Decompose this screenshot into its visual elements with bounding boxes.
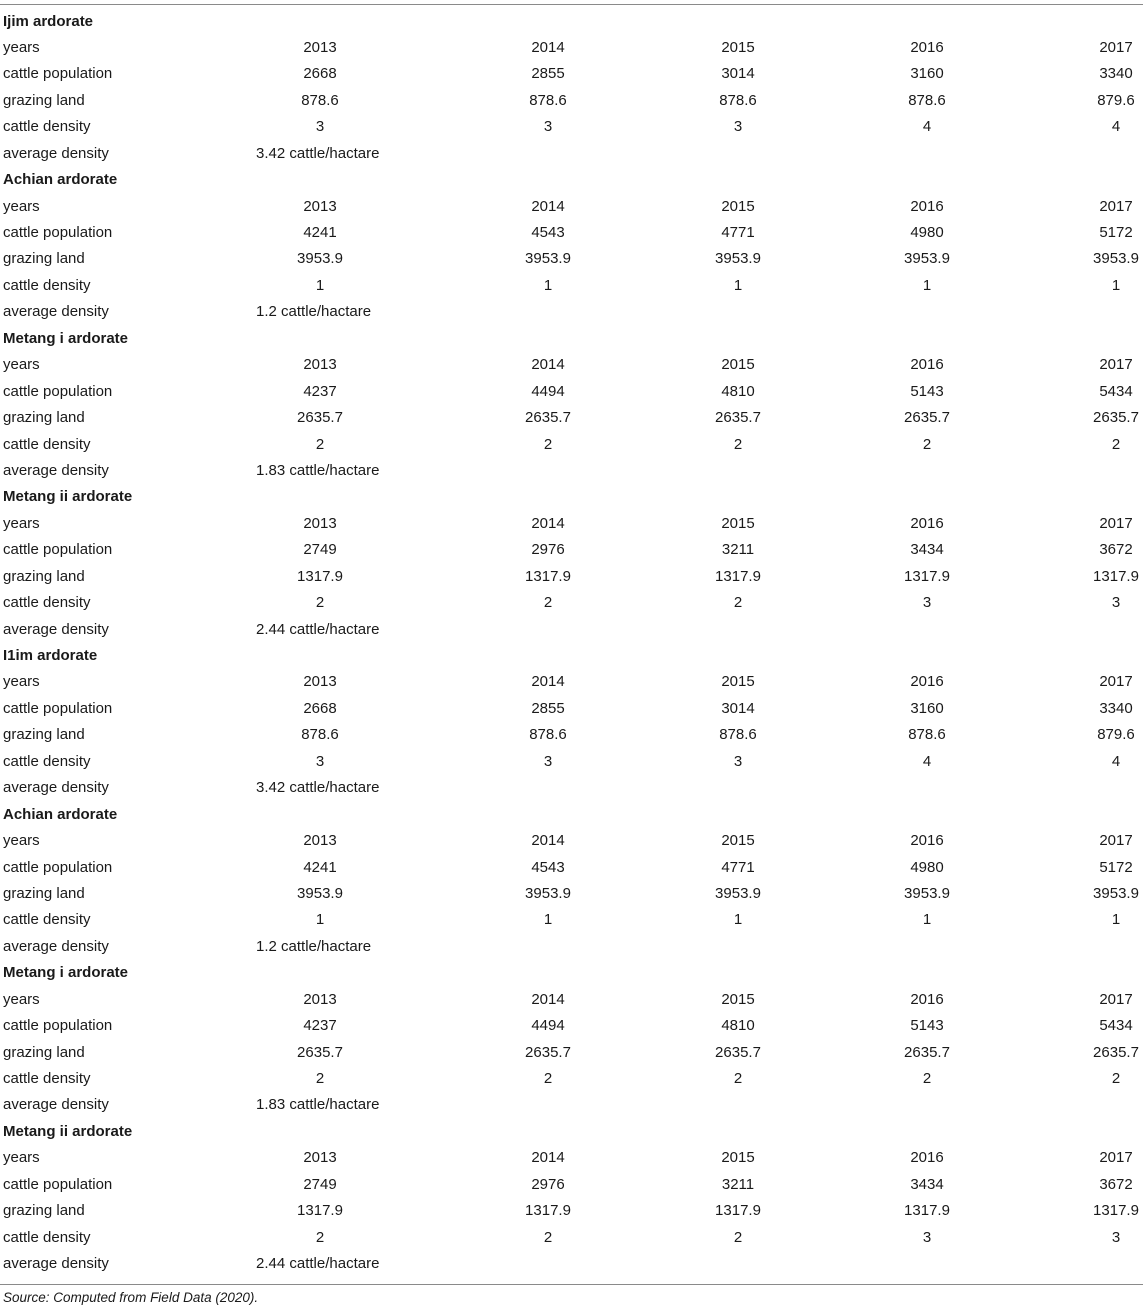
row-label: grazing land [3, 884, 85, 902]
table-row-years [0, 35, 1143, 61]
table-cell: 3 [922, 1228, 932, 1246]
row-label: average density [3, 303, 109, 321]
table-cell: 2 [733, 1228, 743, 1246]
row-label: cattle density [3, 594, 91, 612]
table-cell: 1 [543, 276, 553, 294]
table-cell: 878.6 [529, 91, 567, 109]
row-label: years [3, 1149, 40, 1167]
table-cell: 2015 [721, 1149, 755, 1167]
table-row-cattle-population [0, 1013, 1143, 1039]
table-cell: 5172 [1099, 858, 1133, 876]
table-cell: 2015 [721, 990, 755, 1008]
ardorate-title: Metang ii ardorate [3, 1122, 133, 1140]
ardorate-block [0, 167, 1143, 326]
table-row-cattle-population [0, 855, 1143, 881]
table-row-average-density [0, 1251, 1143, 1277]
table-cell: 2013 [303, 832, 337, 850]
table-cell: 3953.9 [904, 250, 950, 268]
table-cell: 4 [922, 118, 932, 136]
table-cell: 3340 [1099, 65, 1133, 83]
table-cell: 2 [922, 435, 932, 453]
table-cell: 3 [543, 752, 553, 770]
row-label: cattle density [3, 752, 91, 770]
table-cell: 3 [315, 118, 325, 136]
table-cell: 1317.9 [1093, 567, 1139, 585]
table-cell: 3434 [910, 1175, 944, 1193]
table-cell: 2 [1111, 435, 1121, 453]
table-cell: 2976 [531, 1175, 565, 1193]
table-cell: 878.6 [908, 726, 946, 744]
table-cell: 4 [922, 752, 932, 770]
table-cell: 879.6 [1097, 726, 1135, 744]
table-cell: 2013 [303, 356, 337, 374]
table-cell: 2 [543, 435, 553, 453]
table-row-cattle-density [0, 749, 1143, 775]
table-cell: 3953.9 [904, 884, 950, 902]
table-cell: 1317.9 [715, 1202, 761, 1220]
table-row-cattle-population [0, 1172, 1143, 1198]
table-row-average-density [0, 299, 1143, 325]
row-label: cattle density [3, 1070, 91, 1087]
average-density-value: 1.2 cattle/hactare [256, 937, 372, 955]
table-cell: 2635.7 [297, 409, 343, 427]
table-cell: 4 [1111, 118, 1121, 136]
row-label: cattle population [3, 1175, 113, 1193]
table-cell: 3014 [721, 699, 755, 717]
row-label: cattle population [3, 541, 113, 559]
table-cell: 2749 [303, 541, 337, 559]
ardorate-block [0, 960, 1143, 1119]
table-row-cattle-population [0, 537, 1143, 563]
table-cell: 2976 [531, 541, 565, 559]
ardorate-title: Metang i ardorate [3, 964, 129, 982]
table-cell: 3211 [721, 541, 755, 559]
ardorate-title: Ijim ardorate [3, 12, 94, 30]
table-cell: 1317.9 [297, 1202, 343, 1220]
average-density-value: 1.2 cattle/hactare [256, 303, 372, 321]
row-label: grazing land [3, 567, 85, 585]
table-cell: 3953.9 [525, 884, 571, 902]
table-cell: 2014 [531, 197, 565, 215]
row-label: average density [3, 620, 109, 638]
table-cell: 3953.9 [715, 884, 761, 902]
table-cell: 4543 [531, 858, 565, 876]
table-cell: 3 [315, 752, 325, 770]
table-cell: 2635.7 [1093, 1043, 1139, 1061]
table-cell: 5434 [1099, 382, 1133, 400]
table-cell: 879.6 [1097, 91, 1135, 109]
row-label: grazing land [3, 1202, 85, 1220]
row-label: cattle population [3, 65, 113, 83]
row-label: grazing land [3, 1043, 85, 1061]
table-row-cattle-density [0, 273, 1143, 299]
row-label: cattle density [3, 911, 91, 929]
row-label: years [3, 832, 40, 850]
table-cell: 1 [315, 911, 325, 929]
table-cell: 2 [543, 1228, 553, 1246]
table-cell: 2635.7 [715, 1043, 761, 1061]
average-density-value: 1.83 cattle/hactare [256, 461, 380, 479]
table-row-cattle-population [0, 220, 1143, 246]
average-density-value: 1.83 cattle/hactare [256, 1096, 380, 1114]
table-cell: 2017 [1099, 832, 1133, 850]
table-cell: 1 [922, 276, 932, 294]
table-cell: 2015 [721, 356, 755, 374]
table-row-average-density [0, 141, 1143, 167]
table-cell: 2 [315, 1228, 325, 1246]
table-cell: 2016 [910, 832, 944, 850]
table-cell: 4241 [303, 858, 337, 876]
table-cell: 5172 [1099, 224, 1133, 241]
row-label: years [3, 990, 40, 1008]
table-cell: 1317.9 [715, 567, 761, 585]
table-cell: 2 [543, 594, 553, 612]
ardorate-block [0, 484, 1143, 643]
row-label: cattle density [3, 435, 91, 453]
table-cell: 2 [1111, 1070, 1121, 1087]
table-cell: 1317.9 [904, 567, 950, 585]
table-cell: 2635.7 [715, 409, 761, 427]
ardorate-block [0, 802, 1143, 961]
row-label: cattle density [3, 1228, 91, 1246]
table-cell: 1317.9 [525, 567, 571, 585]
table-cell: 3953.9 [1093, 884, 1139, 902]
table-cell: 2014 [531, 356, 565, 374]
cattle-density-table [0, 9, 1143, 1278]
table-cell: 2668 [303, 65, 337, 83]
table-cell: 2 [922, 1070, 932, 1087]
table-cell: 4980 [910, 224, 944, 241]
row-label: grazing land [3, 91, 85, 109]
table-cell: 3953.9 [1093, 250, 1139, 268]
table-cell: 5143 [910, 1017, 944, 1035]
table-cell: 2017 [1099, 673, 1133, 691]
table-cell: 4543 [531, 224, 565, 241]
table-cell: 2749 [303, 1175, 337, 1193]
table-cell: 2 [315, 435, 325, 453]
table-cell: 1 [1111, 911, 1121, 929]
table-row-years [0, 1145, 1143, 1171]
table-cell: 1317.9 [297, 567, 343, 585]
table-cell: 878.6 [301, 726, 339, 744]
table-source-note: Source: Computed from Field Data (2020). [3, 1290, 259, 1305]
table-cell: 878.6 [529, 726, 567, 744]
table-cell: 1317.9 [525, 1202, 571, 1220]
average-density-value: 3.42 cattle/hactare [256, 144, 380, 162]
table-cell: 4810 [721, 1017, 755, 1035]
table-cell: 2855 [531, 65, 565, 83]
table-row-grazing-land [0, 88, 1143, 114]
table-row-average-density [0, 775, 1143, 801]
table-cell: 4980 [910, 858, 944, 876]
row-label: years [3, 356, 40, 374]
table-row-cattle-density [0, 114, 1143, 140]
table-cell: 4237 [303, 1017, 337, 1035]
table-cell: 3953.9 [297, 884, 343, 902]
row-label: years [3, 197, 40, 215]
row-label: average density [3, 1255, 109, 1273]
table-cell: 2635.7 [297, 1043, 343, 1061]
table-cell: 4237 [303, 382, 337, 400]
table-row-cattle-population [0, 696, 1143, 722]
table-cell: 2017 [1099, 514, 1133, 532]
table-cell: 2014 [531, 38, 565, 56]
table-cell: 2014 [531, 673, 565, 691]
table-cell: 3 [733, 118, 743, 136]
row-label: average density [3, 461, 109, 479]
table-row-grazing-land [0, 564, 1143, 590]
table-cell: 878.6 [301, 91, 339, 109]
table-cell: 1317.9 [904, 1202, 950, 1220]
table-cell: 3 [922, 594, 932, 612]
row-label: grazing land [3, 726, 85, 744]
table-row-average-density [0, 934, 1143, 960]
table-cell: 2 [315, 1070, 325, 1087]
table-cell: 5434 [1099, 1017, 1133, 1035]
ardorate-block [0, 9, 1143, 168]
row-label: grazing land [3, 250, 85, 268]
table-cell: 2017 [1099, 1149, 1133, 1167]
average-density-value: 2.44 cattle/hactare [256, 1255, 380, 1273]
table-cell: 1 [1111, 276, 1121, 294]
table-cell: 4 [1111, 752, 1121, 770]
table-cell: 3434 [910, 541, 944, 559]
table-cell: 3211 [721, 1175, 755, 1193]
table-cell: 3 [1111, 594, 1121, 612]
row-label: cattle population [3, 1017, 113, 1035]
table-cell: 2016 [910, 673, 944, 691]
table-cell: 3014 [721, 65, 755, 83]
table-cell: 2013 [303, 673, 337, 691]
table-cell: 4494 [531, 1017, 565, 1035]
table-cell: 2014 [531, 990, 565, 1008]
table-row-cattle-population [0, 379, 1143, 405]
table-cell: 2013 [303, 38, 337, 56]
table-row-average-density [0, 617, 1143, 643]
table-cell: 5143 [910, 382, 944, 400]
table-cell: 2635.7 [525, 1043, 571, 1061]
table-cell: 4810 [721, 382, 755, 400]
table-cell: 2 [733, 435, 743, 453]
row-label: average density [3, 779, 109, 797]
table-cell: 3953.9 [715, 250, 761, 268]
average-density-value: 2.44 cattle/hactare [256, 620, 380, 638]
table-cell: 2 [543, 1070, 553, 1087]
row-label: cattle population [3, 382, 113, 400]
table-cell: 1317.9 [1093, 1202, 1139, 1220]
table-row-cattle-density [0, 907, 1143, 933]
table-row-cattle-density [0, 590, 1143, 616]
table-cell: 2016 [910, 990, 944, 1008]
table-row-average-density [0, 458, 1143, 484]
row-label: years [3, 38, 40, 56]
table-cell: 2015 [721, 38, 755, 56]
row-label: cattle density [3, 276, 91, 294]
table-row-cattle-density [0, 1066, 1143, 1092]
table-cell: 3160 [910, 699, 944, 717]
table-cell: 878.6 [719, 726, 757, 744]
table-cell: 2016 [910, 197, 944, 215]
table-cell: 2014 [531, 1149, 565, 1167]
table-row-grazing-land [0, 722, 1143, 748]
table-cell: 1 [733, 911, 743, 929]
table-cell: 2635.7 [1093, 409, 1139, 427]
table-row-cattle-density [0, 1225, 1143, 1251]
table-cell: 3953.9 [297, 250, 343, 268]
row-label: average density [3, 1096, 109, 1114]
table-cell: 4771 [721, 858, 755, 876]
table-cell: 2014 [531, 514, 565, 532]
table-cell: 2017 [1099, 38, 1133, 56]
table-row-grazing-land [0, 881, 1143, 907]
table-cell: 2 [733, 1070, 743, 1087]
ardorate-block [0, 326, 1143, 485]
table-cell: 2668 [303, 699, 337, 717]
table-cell: 2015 [721, 514, 755, 532]
table-cell: 2 [733, 594, 743, 612]
table-cell: 3 [1111, 1228, 1121, 1246]
row-label: years [3, 514, 40, 532]
table-cell: 3340 [1099, 699, 1133, 717]
average-density-value: 3.42 cattle/hactare [256, 779, 380, 797]
table-cell: 4241 [303, 224, 337, 241]
table-row-years [0, 352, 1143, 378]
table-cell: 2635.7 [525, 409, 571, 427]
row-label: cattle population [3, 858, 113, 876]
table-cell: 2016 [910, 514, 944, 532]
table-cell: 3672 [1099, 1175, 1133, 1193]
row-label: average density [3, 937, 109, 955]
table-cell: 1 [543, 911, 553, 929]
table-cell: 878.6 [908, 91, 946, 109]
table-cell: 2016 [910, 1149, 944, 1167]
row-label: cattle population [3, 224, 113, 241]
table-cell: 2 [315, 594, 325, 612]
table-cell: 4494 [531, 382, 565, 400]
ardorate-title: I1im ardorate [3, 647, 98, 664]
table-row-grazing-land [0, 246, 1143, 272]
table-row-grazing-land [0, 1040, 1143, 1066]
table-cell: 878.6 [719, 91, 757, 109]
table-cell: 2013 [303, 1149, 337, 1167]
table-cell: 2013 [303, 990, 337, 1008]
ardorate-block [0, 1119, 1143, 1278]
table-cell: 4771 [721, 224, 755, 241]
table-cell: 2855 [531, 699, 565, 717]
table-cell: 2635.7 [904, 409, 950, 427]
table-cell: 2017 [1099, 356, 1133, 374]
table-cell: 2016 [910, 38, 944, 56]
table-cell: 2016 [910, 356, 944, 374]
table-row-cattle-population [0, 61, 1143, 87]
table-cell: 1 [922, 911, 932, 929]
ardorate-title: Achian ardorate [3, 805, 118, 823]
table-row-grazing-land [0, 1198, 1143, 1224]
table-cell: 2013 [303, 514, 337, 532]
table-cell: 3672 [1099, 541, 1133, 559]
ardorate-title: Metang ii ardorate [3, 488, 133, 506]
table-row-years [0, 669, 1143, 695]
table-cell: 2635.7 [904, 1043, 950, 1061]
table-cell: 2015 [721, 832, 755, 850]
table-cell: 2017 [1099, 197, 1133, 215]
table-cell: 3953.9 [525, 250, 571, 268]
table-row-years [0, 511, 1143, 537]
ardorate-block [0, 643, 1143, 802]
table-row-average-density [0, 1092, 1143, 1118]
table-row-years [0, 828, 1143, 854]
table-cell: 1 [733, 276, 743, 294]
table-cell: 3 [543, 118, 553, 136]
table-cell: 3 [733, 752, 743, 770]
table-cell: 2017 [1099, 990, 1133, 1008]
row-label: cattle population [3, 699, 113, 717]
table-row-years [0, 194, 1143, 220]
table-cell: 1 [315, 276, 325, 294]
table-row-years [0, 987, 1143, 1013]
table-cell: 2014 [531, 832, 565, 850]
table-top-rule [0, 4, 1143, 5]
table-row-cattle-density [0, 432, 1143, 458]
table-cell: 2015 [721, 673, 755, 691]
row-label: years [3, 673, 40, 691]
table-row-grazing-land [0, 405, 1143, 431]
row-label: average density [3, 144, 109, 162]
table-cell: 3160 [910, 65, 944, 83]
table-bottom-rule [0, 1284, 1143, 1285]
table-cell: 2013 [303, 197, 337, 215]
table-cell: 2015 [721, 197, 755, 215]
row-label: grazing land [3, 409, 85, 427]
ardorate-title: Metang i ardorate [3, 329, 129, 347]
row-label: cattle density [3, 118, 91, 136]
ardorate-title: Achian ardorate [3, 171, 118, 189]
